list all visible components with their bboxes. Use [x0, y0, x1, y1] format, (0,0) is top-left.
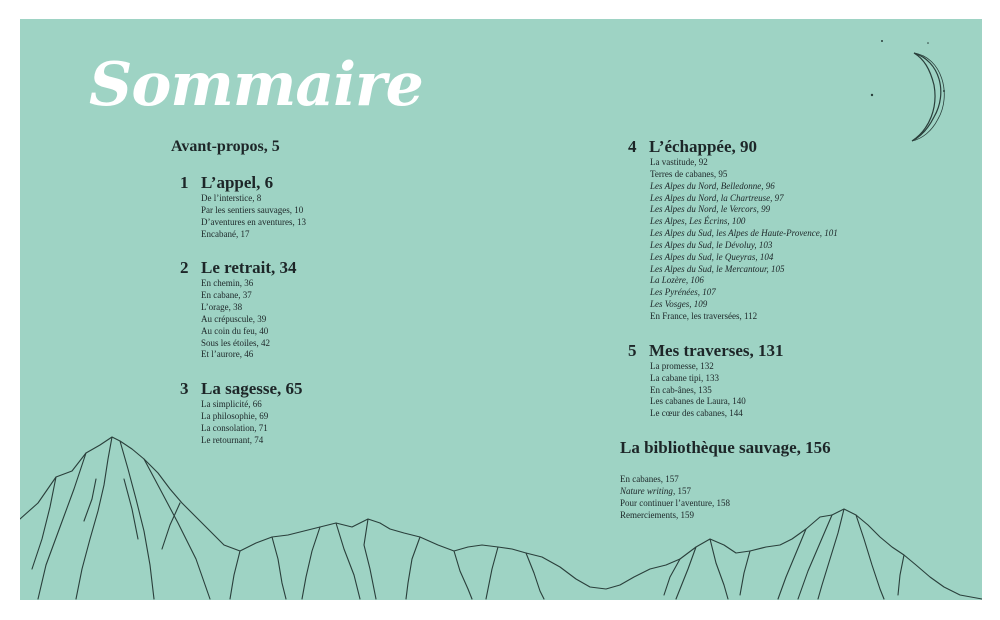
- list-item[interactable]: En cabane, 37: [201, 290, 252, 301]
- chapter-1: [171, 173, 471, 240]
- chapter-title: La sagesse, 65: [201, 379, 303, 399]
- chapter-items: [171, 193, 471, 240]
- list-item[interactable]: La simplicité, 66: [201, 399, 262, 410]
- list-item[interactable]: Au coin du feu, 40: [201, 325, 269, 336]
- contents-page: [20, 19, 982, 600]
- list-item[interactable]: De l’interstice, 8: [201, 193, 262, 203]
- list-item[interactable]: Les Vosges, 109: [650, 299, 708, 310]
- list-item[interactable]: Les Alpes du Nord, le Vercors, 99: [650, 204, 771, 215]
- list-item[interactable]: Les Alpes du Sud, le Mercantour, 105: [650, 263, 785, 274]
- list-item[interactable]: La philosophie, 69: [201, 411, 269, 422]
- list-item[interactable]: La consolation, 71: [201, 422, 268, 433]
- list-item[interactable]: Les cabanes de Laura, 140: [650, 396, 746, 407]
- chapter-title: Mes traverses, 131: [649, 340, 784, 360]
- list-item[interactable]: La cabane tipi, 133: [650, 372, 719, 383]
- chapter-title: L’appel, 6: [201, 173, 274, 192]
- item-text: En cabanes, 157: [620, 474, 679, 485]
- moon-icon: [868, 37, 968, 147]
- list-item[interactable]: Les Alpes du Sud, le Dévoluy, 103: [650, 239, 773, 250]
- list-item[interactable]: En France, les traversées, 112: [650, 310, 758, 321]
- list-item[interactable]: Le cœur des cabanes, 144: [650, 408, 743, 419]
- chapter-5: [620, 341, 960, 420]
- chapter-heading[interactable]: [620, 137, 960, 157]
- chapter-items: [171, 278, 471, 361]
- list-item[interactable]: Les Alpes du Sud, les Alpes de Haute-Provence, 101: [650, 228, 838, 239]
- item-text: Remerciements, 159: [620, 509, 694, 520]
- list-item[interactable]: L’orage, 38: [201, 302, 243, 313]
- list-item[interactable]: Sous les étoiles, 42: [201, 337, 270, 348]
- page-title: Sommaire: [89, 50, 423, 120]
- chapter-items: [620, 361, 960, 420]
- item-page: , 157: [672, 485, 691, 496]
- chapter-number: 1: [180, 173, 189, 192]
- list-item[interactable]: Les Alpes du Nord, Belledonne, 96: [650, 180, 775, 191]
- chapter-heading[interactable]: [171, 173, 471, 193]
- list-item[interactable]: Au crépuscule, 39: [201, 313, 267, 324]
- chapter-number: 3: [180, 379, 189, 399]
- intro-entry[interactable]: Avant-propos, 5: [171, 138, 280, 155]
- chapter-title: L’échappée, 90: [649, 137, 757, 156]
- list-item[interactable]: Le retournant, 74: [201, 434, 264, 445]
- chapter-number: 5: [628, 340, 637, 360]
- list-item[interactable]: La vastitude, 92: [650, 157, 708, 167]
- item-text: Pour continuer l’aventure, 158: [620, 497, 730, 508]
- list-item[interactable]: La promesse, 132: [650, 360, 714, 371]
- contents-left-column: [171, 137, 471, 465]
- list-item[interactable]: Les Alpes, Les Écrins, 100: [650, 216, 746, 227]
- chapter-2: [171, 258, 471, 361]
- list-item[interactable]: Encabané, 17: [201, 228, 250, 239]
- item-text: Nature writing: [620, 485, 673, 496]
- outro-entry[interactable]: La bibliothèque sauvage, 156: [620, 438, 831, 458]
- list-item[interactable]: Les Pyrénées, 107: [650, 287, 716, 298]
- chapter-heading[interactable]: [171, 379, 471, 399]
- mountain-range: [20, 419, 982, 600]
- chapter-number: 4: [628, 137, 637, 156]
- list-item[interactable]: Terres de cabanes, 95: [650, 168, 728, 179]
- list-item[interactable]: Les Alpes du Sud, le Queyras, 104: [650, 251, 774, 262]
- chapter-items: [620, 157, 960, 323]
- chapter-heading[interactable]: [171, 258, 471, 278]
- list-item[interactable]: La Lozère, 106: [650, 275, 704, 286]
- list-item[interactable]: D’aventures en aventures, 13: [201, 216, 306, 227]
- list-item[interactable]: Par les sentiers sauvages, 10: [201, 204, 304, 215]
- list-item[interactable]: En chemin, 36: [201, 278, 254, 289]
- chapter-4: [620, 137, 960, 323]
- list-item[interactable]: Les Alpes du Nord, la Chartreuse, 97: [650, 192, 784, 203]
- chapter-number: 2: [180, 258, 189, 278]
- chapter-heading[interactable]: [620, 341, 960, 361]
- chapter-title: Le retrait, 34: [201, 258, 297, 278]
- list-item[interactable]: Et l’aurore, 46: [201, 349, 254, 360]
- list-item[interactable]: En cab-ânes, 135: [650, 384, 712, 395]
